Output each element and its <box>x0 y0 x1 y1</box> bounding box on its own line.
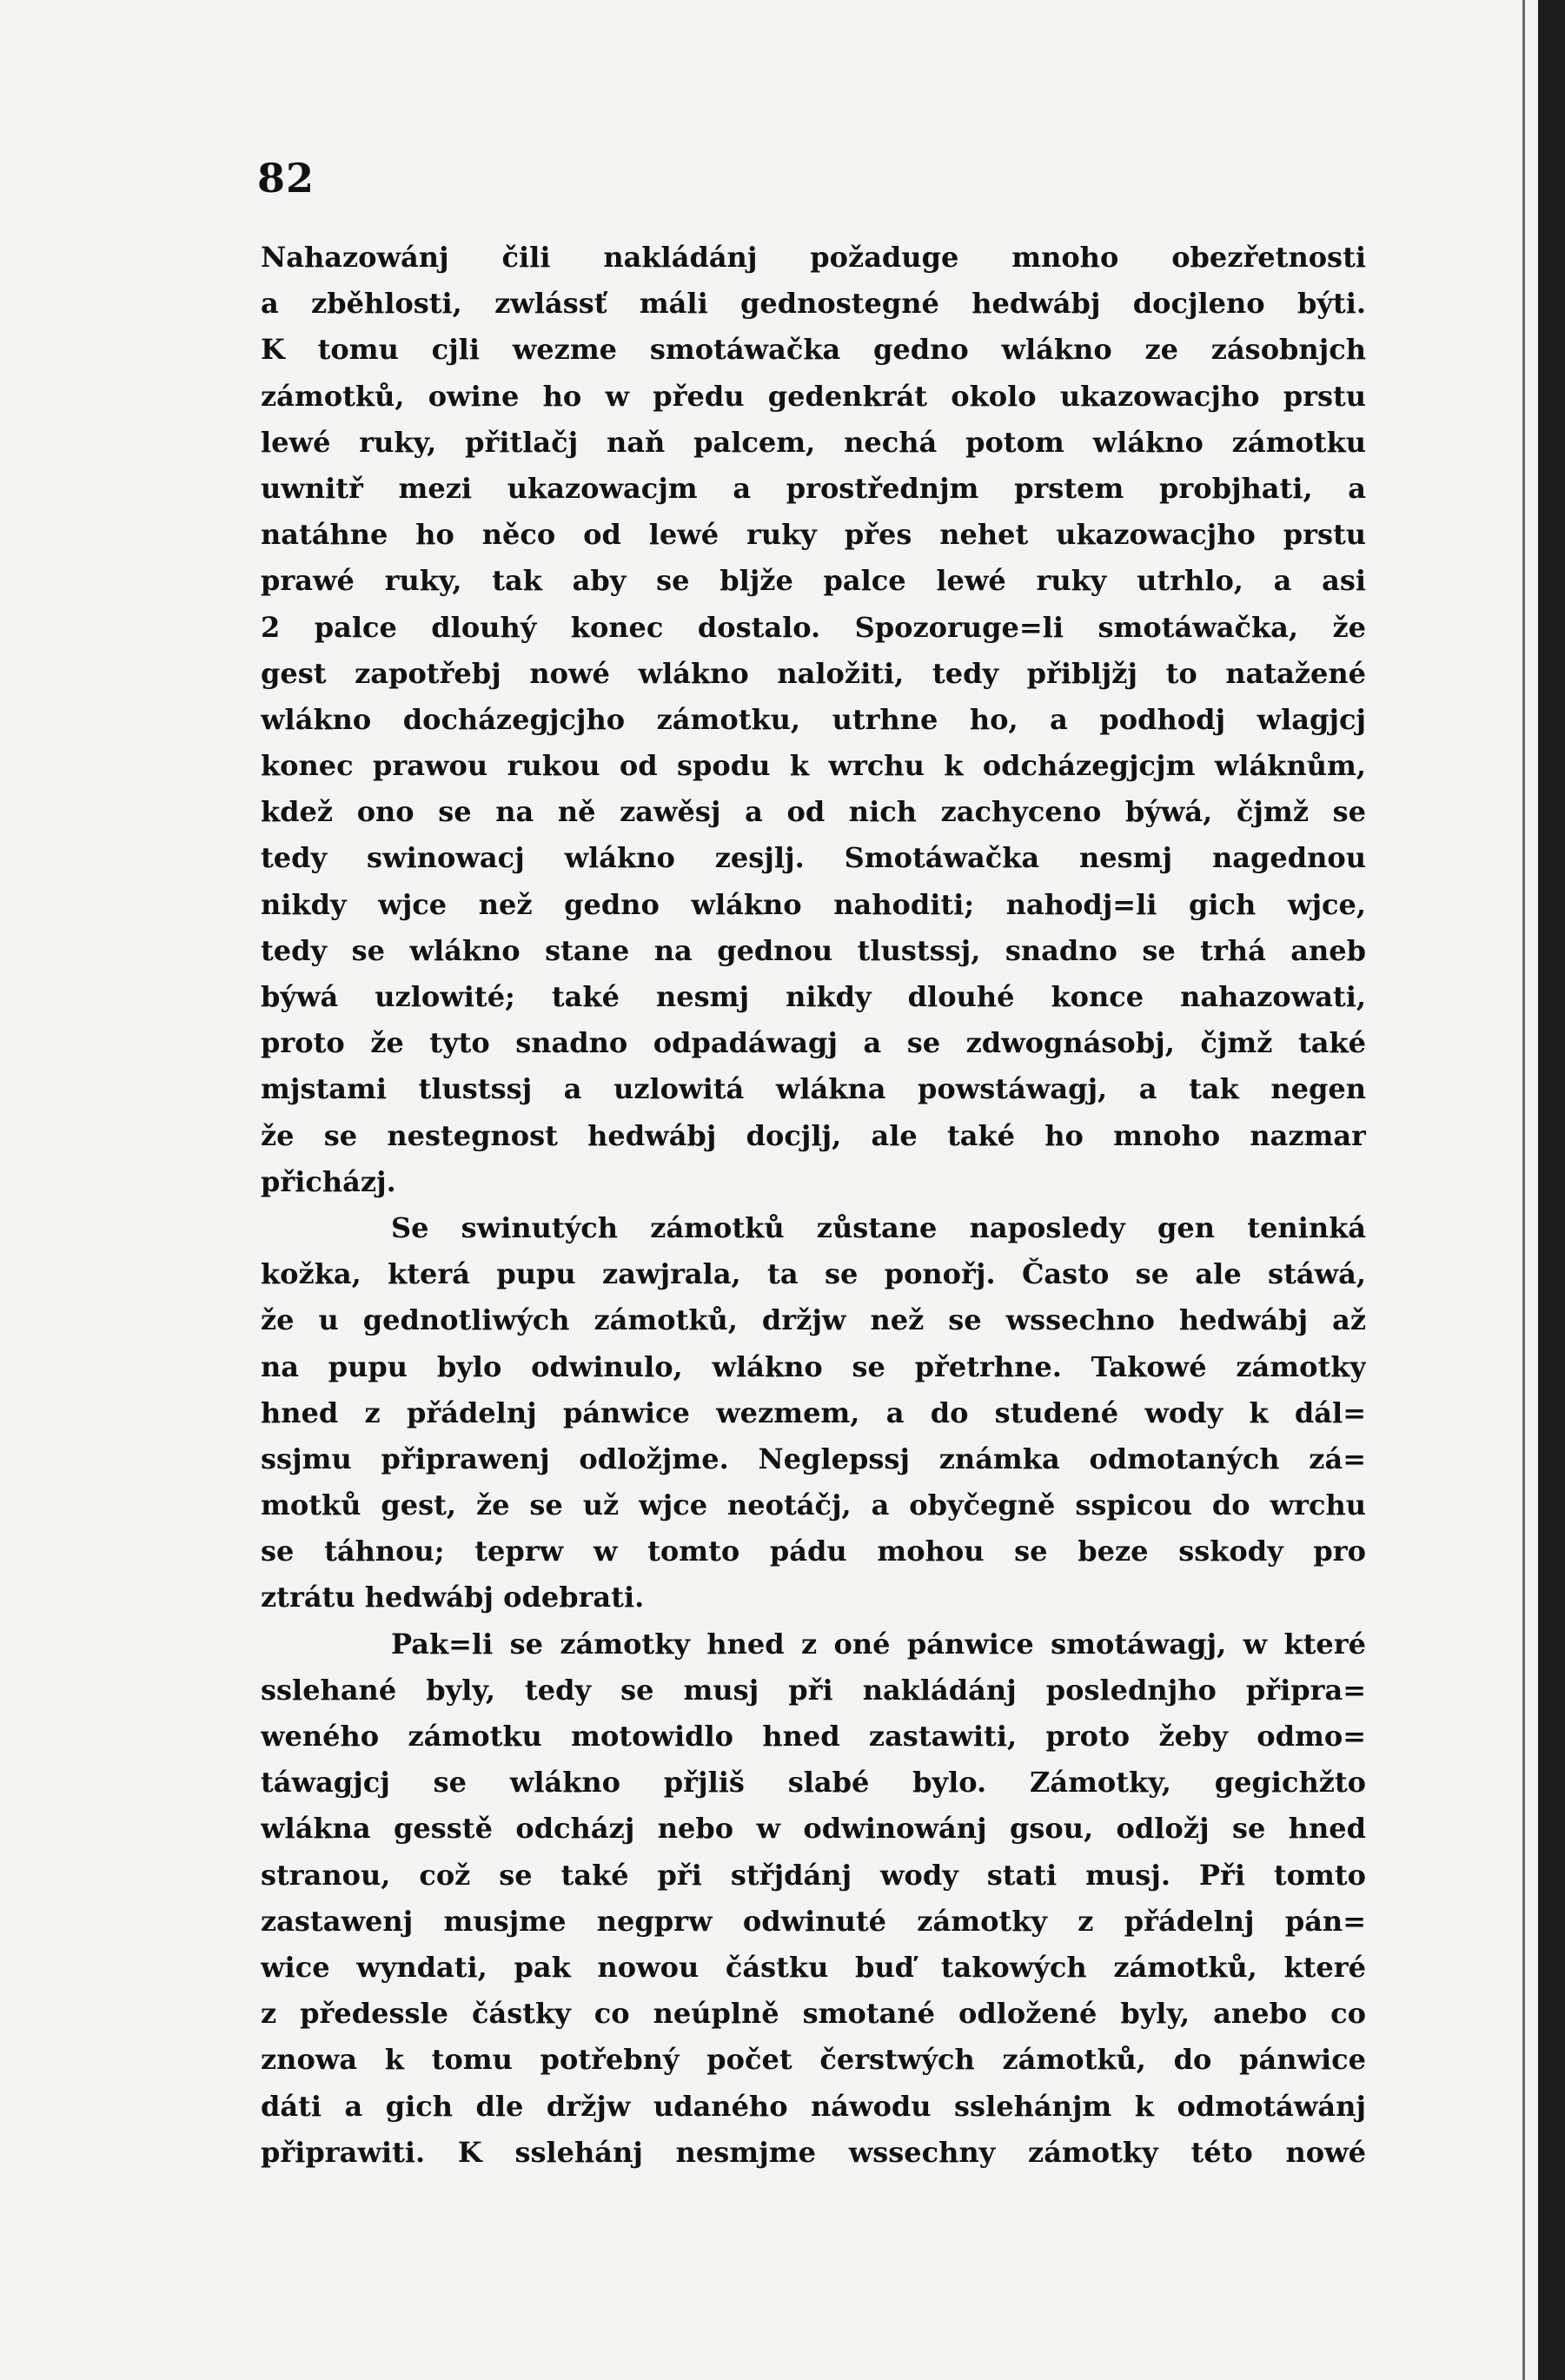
text-line: tedy se wlákno stane na gednou tlustssj, snadno se trhá aneb <box>261 933 1366 967</box>
text-line: ssjmu připrawenj odložjme. Neglepssj známka odmotaných zá= <box>261 1442 1366 1475</box>
text-line: wlákno docházegjcjho zámotku, utrhne ho, a podhodj wlagjcj <box>261 702 1366 736</box>
page-number: 82 <box>257 155 315 202</box>
text-line: zámotků, owine ho w předu gedenkrát okolo ukazowacjho prstu <box>261 379 1366 413</box>
text-line: 2 palce dlouhý konec dostalo. Spozoruge=li smotáwačka, že <box>261 610 1366 644</box>
text-line: natáhne ho něco od lewé ruky přes nehet ukazowacjho prstu <box>261 518 1366 552</box>
text-line: konec prawou rukou od spodu k wrchu k odcházegjcjm wláknům, <box>261 749 1366 783</box>
text-line: mjstami tlustssj a uzlowitá wlákna powstáwagj, a tak negen <box>261 1072 1366 1106</box>
text-line: motků gest, že se už wjce neotáčj, a obyčegně sspicou do wrchu <box>261 1488 1366 1522</box>
text-line: prawé ruky, tak aby se bljže palce lewé ruky utrhlo, a asi <box>261 564 1366 598</box>
text-line: nikdy wjce než gedno wlákno nahoditi; nahodj=li gich wjce, <box>261 887 1366 921</box>
text-line: Nahazowánj čili nakládánj požaduge mnoho obezřetnosti <box>261 241 1366 274</box>
text-line: uwnitř mezi ukazowacjm a prostřednjm prstem probjhati, a <box>261 471 1366 505</box>
text-line: z předessle částky co neúplně smotané odložené byly, anebo co <box>261 1997 1366 2031</box>
text-line: K tomu cjli wezme smotáwačka gedno wlákno ze zásobnjch <box>261 333 1366 367</box>
text-line: kdež ono se na ně zawěsj a od nich zachyceno býwá, čjmž se <box>261 795 1366 829</box>
text-line: znowa k tomu potřebný počet čerstwých zámotků, do pánwice <box>261 2043 1366 2077</box>
text-line: dáti a gich dle držjw udaného náwodu sslehánjm k odmotáwánj <box>261 2089 1366 2123</box>
text-line: Pak=li se zámotky hned z oné pánwice smotáwagj, w které <box>391 1627 1366 1661</box>
text-line: proto že tyto snadno odpadáwagj a se zdwognásobj, čjmž také <box>261 1026 1366 1060</box>
text-line: táwagjcj se wlákno přjliš slabé bylo. Zámotky, gegichžto <box>261 1766 1366 1800</box>
text-line: sslehané byly, tedy se musj při nakládánj poslednjho připra= <box>261 1673 1366 1707</box>
text-line: na pupu bylo odwinulo, wlákno se přetrhne. Takowé zámotky <box>261 1349 1366 1383</box>
text-line: býwá uzlowité; také nesmj nikdy dlouhé konce nahazowati, <box>261 980 1366 1013</box>
text-line: přicházj. <box>261 1164 396 1198</box>
text-line: kožka, která pupu zawjrala, ta se ponořj. Často se ale stáwá, <box>261 1257 1366 1291</box>
text-line: Se swinutých zámotků zůstane naposledy gen teninká <box>391 1210 1366 1244</box>
body-text <box>261 235 1366 2176</box>
text-line: zastawenj musjme negprw odwinuté zámotky z přádelnj pán= <box>261 1904 1366 1938</box>
text-line: stranou, což se také při střjdánj wody stati musj. Při tomto <box>261 1858 1366 1892</box>
text-line: že u gednotliwých zámotků, držjw než se wssechno hedwábj až <box>261 1303 1366 1337</box>
text-line: wlákna gesstě odcházj nebo w odwinowánj gsou, odložj se hned <box>261 1812 1366 1846</box>
page-edge-shadow <box>1522 0 1525 2380</box>
text-line: weného zámotku motowidlo hned zastawiti, proto žeby odmo= <box>261 1720 1366 1753</box>
text-line: hned z přádelnj pánwice wezmem, a do studené wody k dál= <box>261 1396 1366 1429</box>
text-line: gest zapotřebj nowé wlákno naložiti, tedy přibljžj to natažené <box>261 656 1366 690</box>
text-line: ztrátu hedwábj odebrati. <box>261 1581 645 1614</box>
book-edge <box>1538 0 1565 2380</box>
text-line: připrawiti. K sslehánj nesmjme wssechny zámotky této nowé <box>261 2135 1366 2169</box>
text-line: že se nestegnost hedwábj docjlj, ale také ho mnoho nazmar <box>261 1118 1366 1152</box>
text-line: lewé ruky, přitlačj naň palcem, nechá potom wlákno zámotku <box>261 425 1366 459</box>
text-line: wice wyndati, pak nowou částku buď takowých zámotků, které <box>261 1950 1366 1984</box>
text-line: tedy swinowacj wlákno zesjlj. Smotáwačka nesmj nagednou <box>261 841 1366 875</box>
text-line: se táhnou; teprw w tomto pádu mohou se beze sskody pro <box>261 1535 1366 1568</box>
text-line: a zběhlosti, zwlássť máli gednostegné hedwábj docjleno býti. <box>261 287 1366 321</box>
